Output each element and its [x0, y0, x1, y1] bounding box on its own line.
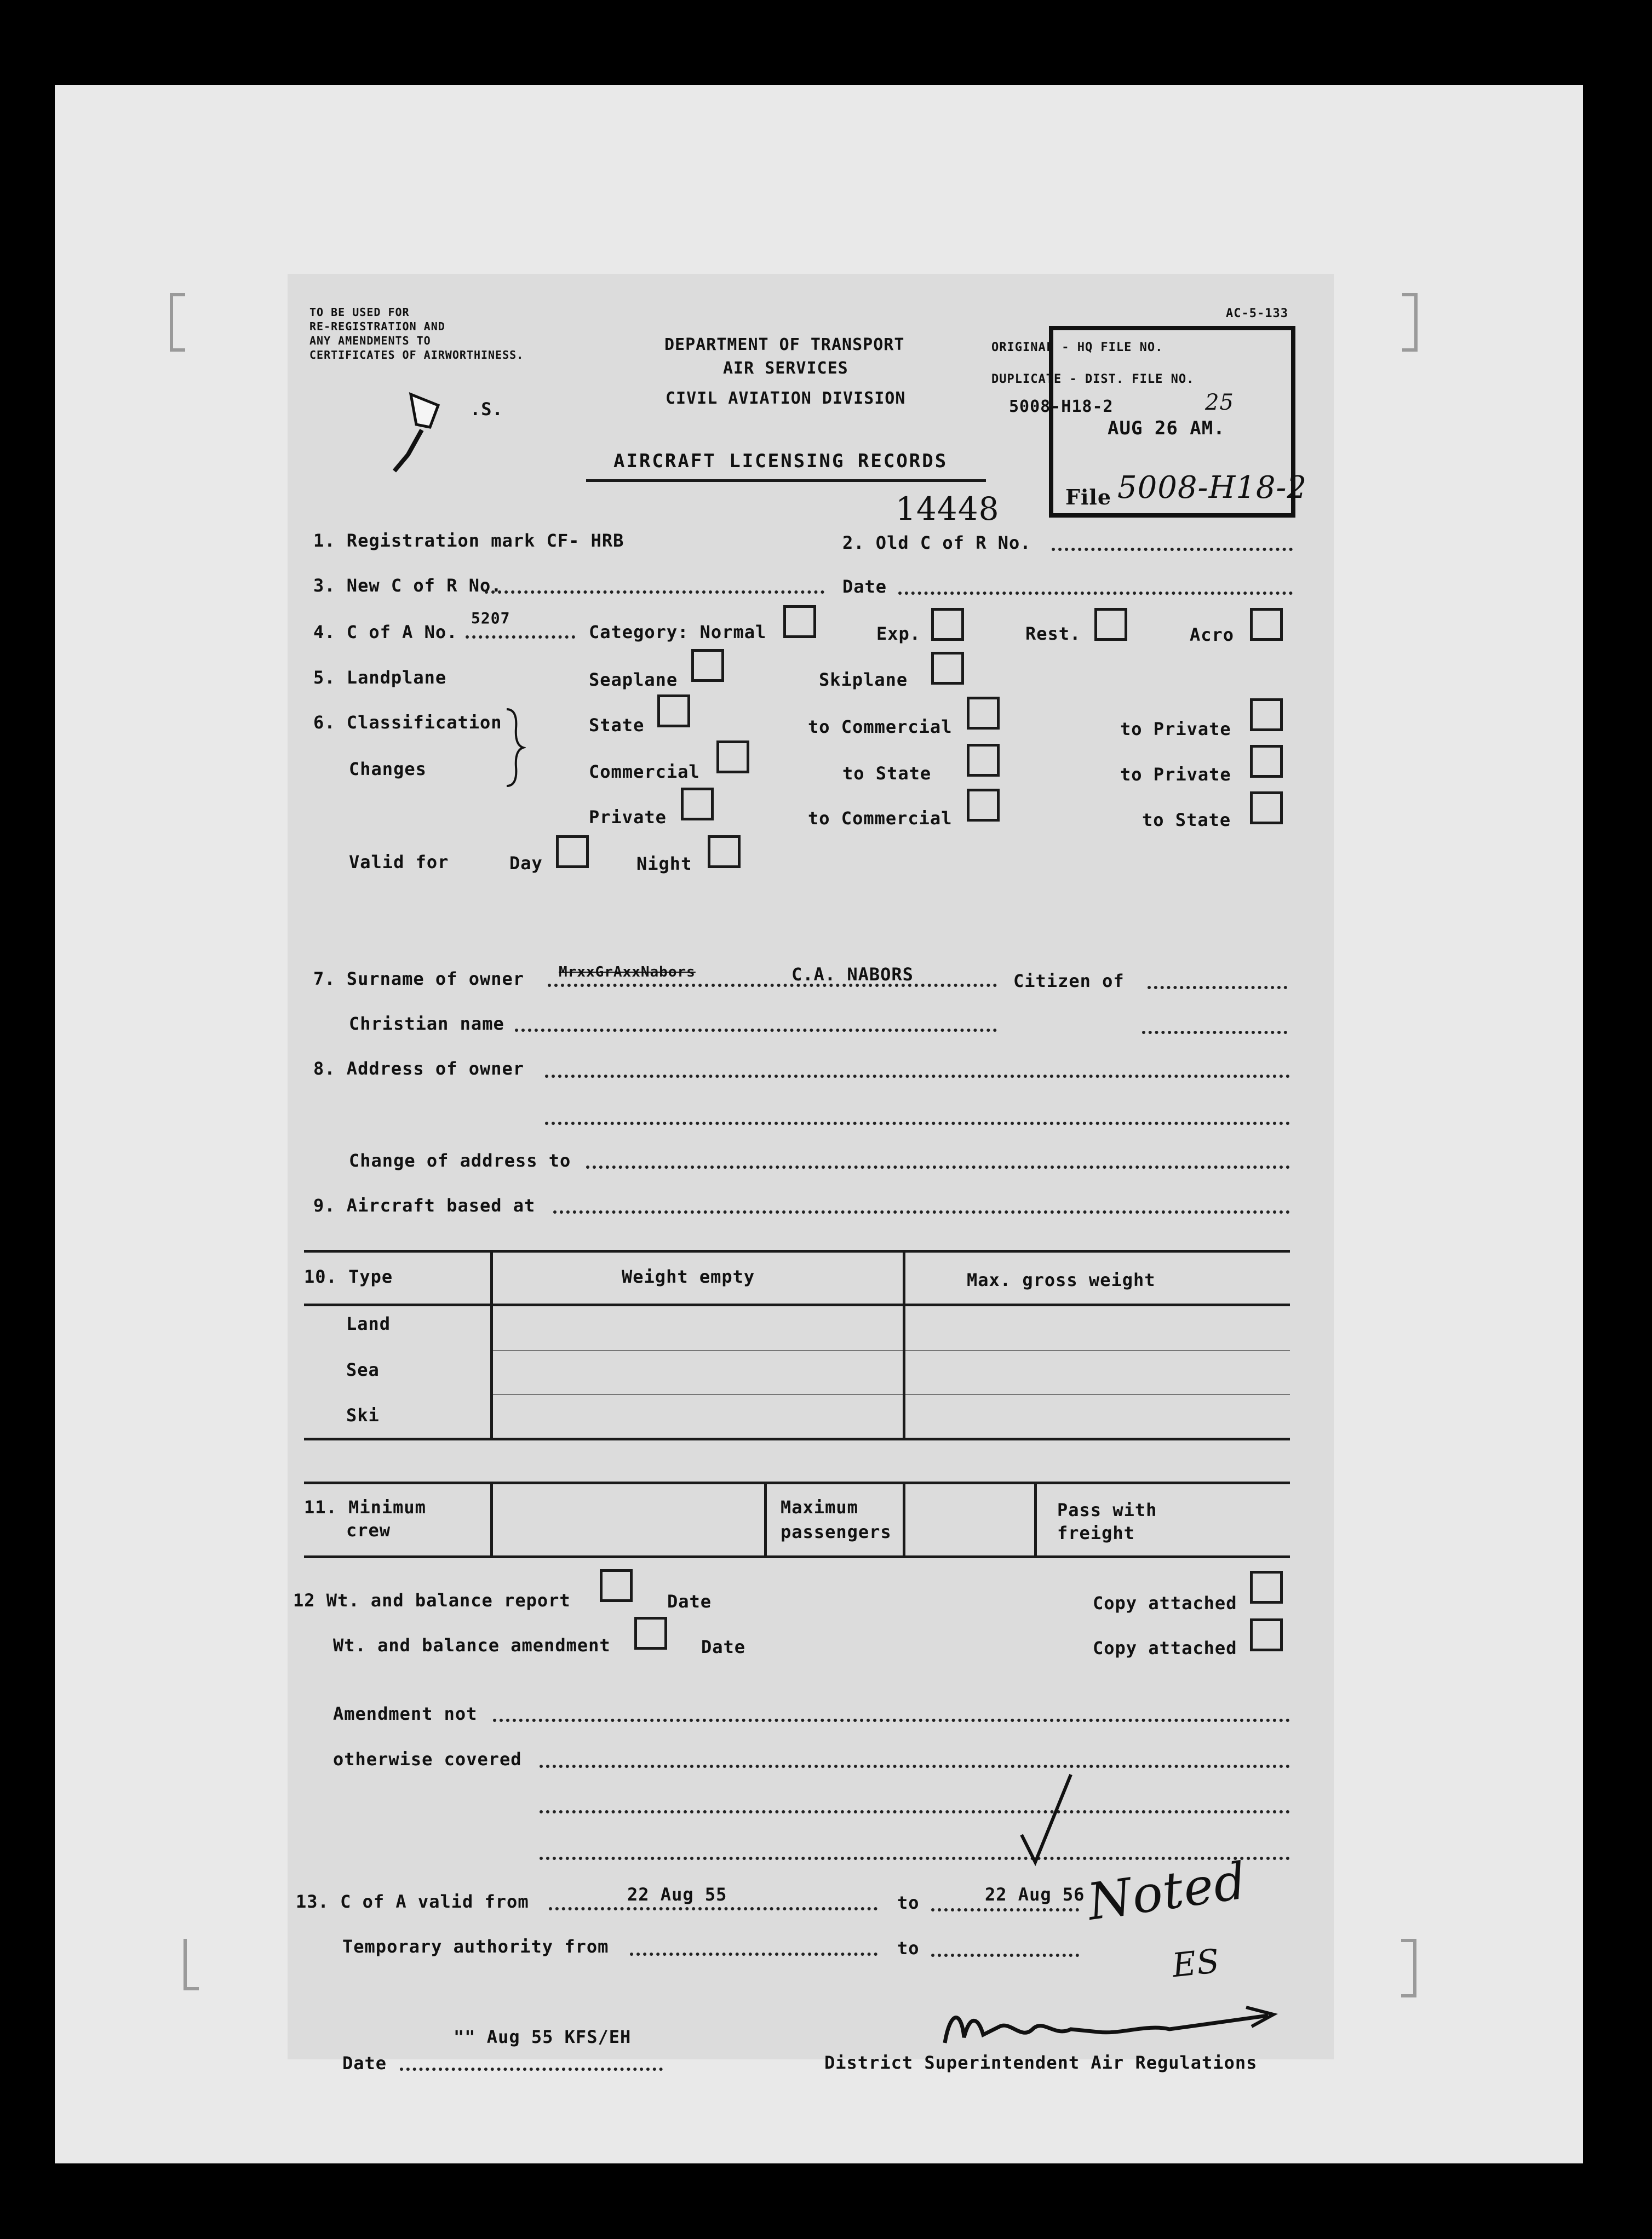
wb-amendment-label: Wt. and balance amendment: [333, 1635, 611, 1656]
department-title: DEPARTMENT OF TRANSPORT: [664, 335, 905, 354]
new-c-of-r-date-label: Date: [842, 576, 887, 597]
private-to-commercial-label: to Commercial: [808, 808, 953, 829]
citizen-of-field: [1148, 986, 1287, 989]
class-commercial-checkbox[interactable]: [716, 740, 749, 773]
rest-label: Rest.: [1025, 623, 1081, 644]
typed-date-initials: "" Aug 55 KFS/EH: [454, 2026, 632, 2047]
address-field-1: [545, 1075, 1290, 1078]
acro-checkbox[interactable]: [1250, 608, 1283, 641]
division-title: CIVIL AVIATION DIVISION: [666, 389, 906, 408]
night-checkbox[interactable]: [708, 835, 741, 868]
footer-date-field: [400, 2068, 663, 2071]
rest-checkbox[interactable]: [1094, 608, 1127, 641]
class-state-checkbox[interactable]: [657, 694, 690, 727]
temporary-authority-label: Temporary authority from: [342, 1936, 609, 1957]
c-of-a-valid-label: 13. C of A valid from: [296, 1891, 529, 1912]
superintendent-signature: [939, 1999, 1284, 2059]
crew-table-bottom: [304, 1555, 1290, 1558]
surname-label: 7. Surname of owner: [313, 968, 525, 989]
wb-report-copy-label: Copy attached: [1093, 1593, 1237, 1614]
crop-mark-bottom-right: [1401, 1939, 1416, 1997]
valid-to-field: [931, 1908, 1079, 1911]
type-row-land: Land: [346, 1313, 391, 1334]
wb-report-label: 12 Wt. and balance report: [293, 1590, 571, 1611]
crew-col-divider-2: [764, 1482, 767, 1558]
c-of-a-label: 4. C of A No.: [313, 622, 458, 642]
state-to-private-label: to Private: [1120, 719, 1231, 739]
private-to-state-label: to State: [1142, 810, 1231, 830]
old-c-of-r-field: [1052, 548, 1293, 551]
otherwise-covered-field-2: [540, 1810, 1290, 1813]
new-c-of-r-field: [485, 590, 824, 594]
based-at-label: 9. Aircraft based at: [313, 1195, 536, 1216]
class-private-checkbox[interactable]: [681, 788, 714, 820]
private-to-commercial-checkbox[interactable]: [967, 789, 1000, 822]
pass-freight-label-1: Pass with: [1057, 1500, 1157, 1520]
address-field-2: [545, 1122, 1290, 1125]
commercial-to-state-checkbox[interactable]: [967, 744, 1000, 777]
wb-amendment-date-label: Date: [701, 1637, 746, 1657]
weight-empty-header: Weight empty: [622, 1266, 755, 1287]
temporary-from-field: [630, 1953, 877, 1956]
wb-amendment-copy-label: Copy attached: [1093, 1638, 1237, 1658]
new-c-of-r-date-field: [898, 592, 1293, 595]
c-of-a-field: [466, 635, 575, 639]
instruction-line-1: TO BE USED FOR: [309, 306, 410, 319]
skiplane-label: Skiplane: [819, 669, 908, 690]
footer-date-label: Date: [342, 2053, 387, 2074]
weights-row-rule-2: [493, 1394, 1290, 1395]
owner-surname-value: C.A. NABORS: [791, 964, 914, 985]
citizen-of-label: Citizen of: [1013, 971, 1125, 991]
based-at-field: [553, 1210, 1290, 1214]
noted-initials: ES: [1170, 1942, 1222, 1985]
valid-from-field: [549, 1907, 877, 1910]
title-underline: [586, 479, 986, 482]
commercial-to-private-label: to Private: [1120, 764, 1231, 785]
valid-for-label: Valid for: [349, 852, 449, 872]
max-passengers-label-2: passengers: [781, 1522, 892, 1542]
class-state-label: State: [589, 715, 645, 736]
weights-table-header-rule: [304, 1304, 1290, 1306]
stamp-file-label: File: [1065, 485, 1112, 509]
weights-row-rule-1: [493, 1350, 1290, 1351]
original-label: ORIGINAL - HQ FILE NO.: [991, 341, 1163, 354]
struck-out-name: MrxxGrAxxNabors: [559, 964, 696, 980]
weights-table-bottom: [304, 1438, 1290, 1440]
address-label: 8. Address of owner: [313, 1058, 525, 1079]
form-code: AC-5-133: [1226, 307, 1288, 320]
crop-mark-top-right: [1402, 293, 1418, 352]
otherwise-covered-field-1: [540, 1765, 1290, 1768]
crew-col-divider-1: [490, 1482, 493, 1558]
min-crew-label-1: 11. Minimum: [304, 1497, 426, 1518]
max-passengers-label-1: Maximum: [781, 1497, 858, 1518]
acro-label: Acro: [1190, 624, 1235, 645]
form-title: AIRCRAFT LICENSING RECORDS: [613, 450, 948, 472]
service-title: AIR SERVICES: [723, 359, 848, 378]
duplicate-label: DUPLICATE - DIST. FILE NO.: [991, 372, 1195, 386]
christian-name-label: Christian name: [349, 1013, 504, 1034]
private-to-state-checkbox[interactable]: [1250, 791, 1283, 824]
instruction-line-4: CERTIFICATES OF AIRWORTHINESS.: [309, 348, 524, 361]
wb-report-date-label: Date: [667, 1591, 712, 1612]
max-gross-header: Max. gross weight: [967, 1270, 1156, 1290]
category-normal-label: Category: Normal: [589, 622, 767, 642]
normal-checkbox[interactable]: [783, 605, 816, 638]
stamp-seal-mark: [378, 383, 466, 487]
christian-name-field: [515, 1029, 997, 1032]
record-number: 14448: [896, 490, 1000, 527]
check-mark: [1016, 1769, 1076, 1868]
night-label: Night: [636, 853, 692, 874]
day-checkbox[interactable]: [556, 835, 589, 868]
exp-label: Exp.: [876, 623, 921, 644]
wb-report-copy-checkbox[interactable]: [1250, 1571, 1283, 1604]
surname-field: [548, 984, 997, 987]
seaplane-label: Seaplane: [589, 669, 678, 690]
wb-amendment-copy-checkbox[interactable]: [1250, 1618, 1283, 1651]
classification-label: 6. Classification: [313, 712, 502, 733]
wb-amendment-checkbox[interactable]: [634, 1617, 667, 1650]
registration-mark: 1. Registration mark CF- HRB: [313, 530, 624, 551]
crew-col-divider-4: [1034, 1482, 1037, 1558]
change-address-label: Change of address to: [349, 1150, 571, 1171]
valid-to-label: to: [897, 1892, 920, 1913]
weights-col-divider-1: [490, 1250, 493, 1440]
crew-col-divider-3: [903, 1482, 905, 1558]
otherwise-covered-label: otherwise covered: [333, 1749, 522, 1770]
crop-mark-top-left: [170, 293, 185, 352]
seaplane-checkbox[interactable]: [691, 649, 724, 682]
day-label: Day: [509, 853, 543, 874]
superintendent-label: District Superintendent Air Regulations: [824, 2052, 1258, 2073]
class-private-label: Private: [589, 807, 667, 828]
skiplane-checkbox[interactable]: [931, 652, 964, 685]
landplane-label: 5. Landplane: [313, 667, 447, 688]
amendment-not-label: Amendment not: [333, 1703, 478, 1724]
wb-report-checkbox[interactable]: [600, 1569, 633, 1602]
stamp-hand-number: 25: [1205, 390, 1234, 415]
changes-label: Changes: [349, 759, 427, 779]
type-row-sea: Sea: [346, 1359, 380, 1380]
state-to-private-checkbox[interactable]: [1250, 698, 1283, 731]
os-label: .S.: [470, 399, 503, 420]
exp-checkbox[interactable]: [931, 608, 964, 641]
type-row-ski: Ski: [346, 1405, 380, 1426]
temporary-to-label: to: [897, 1938, 920, 1959]
noted-handwriting: Noted: [1083, 1851, 1251, 1932]
commercial-to-state-label: to State: [842, 763, 932, 784]
stamp-date: AUG 26 AM.: [1108, 417, 1225, 439]
typed-file-number: 5008-H18-2: [1009, 397, 1114, 416]
commercial-to-private-checkbox[interactable]: [1250, 745, 1283, 778]
weights-col-divider-2: [903, 1250, 905, 1440]
stamp-file-number: 5008-H18-2: [1117, 470, 1307, 506]
pass-freight-label-2: freight: [1057, 1523, 1135, 1543]
otherwise-covered-field-3: [540, 1857, 1290, 1860]
citizen-of-field-2: [1142, 1031, 1287, 1034]
weights-table-top: [304, 1250, 1290, 1253]
valid-to-value: 22 Aug 56: [985, 1884, 1085, 1905]
class-commercial-label: Commercial: [589, 761, 700, 782]
valid-from-value: 22 Aug 55: [627, 1884, 727, 1905]
old-c-of-r-label: 2. Old C of R No.: [842, 532, 1031, 553]
amendment-not-field: [493, 1719, 1290, 1722]
state-to-commercial-checkbox[interactable]: [967, 697, 1000, 730]
instruction-line-3: ANY AMENDMENTS TO: [309, 334, 431, 347]
temporary-to-field: [931, 1954, 1079, 1957]
crew-table-top: [304, 1482, 1290, 1484]
change-address-field: [586, 1166, 1290, 1169]
c-of-a-number: 5207: [471, 609, 510, 627]
state-to-commercial-label: to Commercial: [808, 716, 953, 737]
instruction-line-2: RE-REGISTRATION AND: [309, 320, 445, 333]
type-header: 10. Type: [304, 1266, 393, 1287]
brace-mark: [504, 707, 526, 789]
min-crew-label-2: crew: [346, 1520, 391, 1541]
crop-mark-bottom-left: [183, 1939, 199, 1990]
new-c-of-r-label: 3. New C of R No.: [313, 575, 502, 596]
